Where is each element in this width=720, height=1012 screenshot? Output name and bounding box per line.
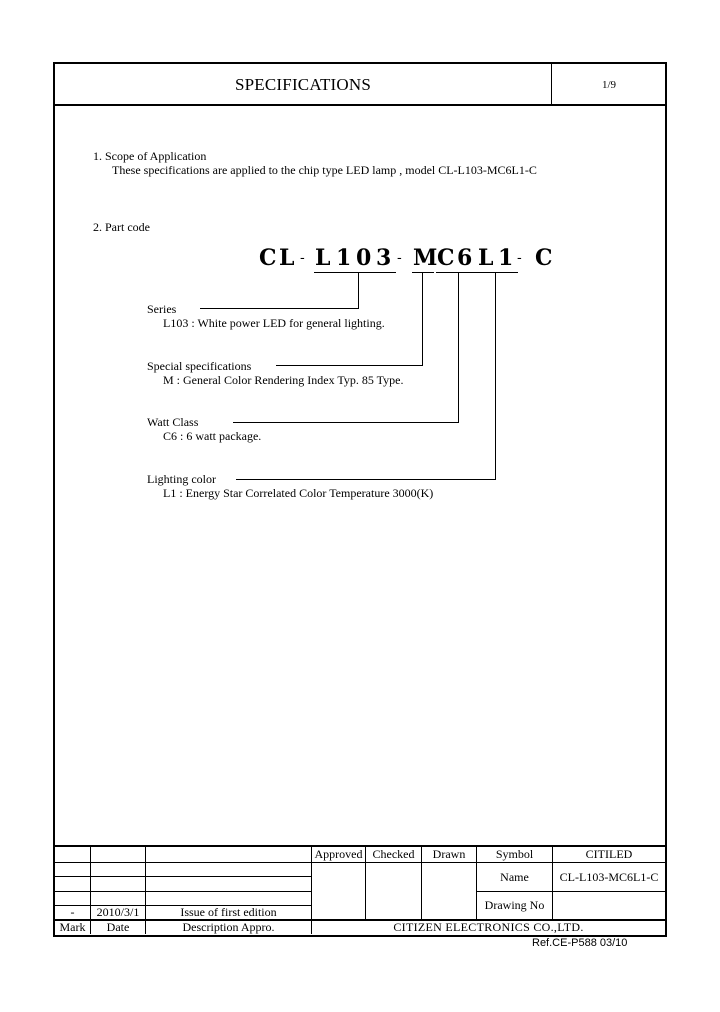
part-code-char: -	[397, 250, 402, 266]
revision-description: Issue of first edition	[180, 905, 277, 919]
revision-date: 2010/3/1	[96, 905, 140, 919]
field-desc-series: L103 : White power LED for general lighting.	[163, 316, 385, 330]
row-line	[55, 862, 311, 863]
revision-mark: -	[70, 905, 75, 919]
part-code	[0, 245, 720, 273]
field-desc-watt: C6 : 6 watt package.	[163, 429, 262, 443]
leader-color-horizontal	[236, 479, 496, 480]
part-code-char: L	[478, 245, 494, 271]
company-name: CITIZEN ELECTRONICS CO.,LTD.	[393, 920, 584, 934]
header-approved: Approved	[314, 847, 363, 861]
part-code-char: C	[535, 245, 553, 271]
row-line	[55, 876, 311, 877]
section-heading-part-code: 2. Part code	[93, 220, 150, 234]
leader-color-vertical	[495, 272, 496, 479]
row-line	[55, 891, 311, 892]
field-label-color: Lighting color	[147, 472, 216, 486]
field-label-series: Series	[147, 302, 177, 316]
name-label: Name	[500, 869, 529, 884]
part-code-char: C	[437, 245, 455, 271]
leader-watt-horizontal	[233, 422, 459, 423]
leader-series-horizontal	[200, 308, 359, 309]
leader-series-vertical	[358, 272, 359, 308]
leader-special-vertical	[422, 272, 423, 365]
leader-watt-vertical	[458, 272, 459, 422]
symbol-label: Symbol	[495, 847, 534, 861]
field-desc-special: M : General Color Rendering Index Typ. 85 Type.	[163, 373, 404, 387]
symbol-value: CITILED	[585, 847, 633, 861]
header-description: Description Appro.	[182, 920, 275, 934]
part-code-char: 3	[376, 245, 392, 271]
name-value: CL-L103-MC6L1-C	[559, 869, 659, 884]
header-drawn: Drawn	[432, 847, 466, 861]
field-desc-color: L1 : Energy Star Correlated Color Temperature 3000(K)	[163, 486, 434, 500]
part-code-char: L	[315, 245, 331, 271]
part-code-char: 1	[498, 245, 514, 271]
header-date: Date	[106, 920, 130, 934]
part-code-char: 6	[457, 245, 473, 271]
header-mark: Mark	[59, 920, 86, 934]
document-reference: Ref.CE-P588 03/10	[532, 937, 628, 949]
underline-series	[314, 272, 396, 273]
page-number: 1/9	[601, 78, 617, 91]
part-code-char: 1	[336, 245, 352, 271]
part-code-char: C	[259, 245, 277, 271]
drawing-no-value	[553, 892, 665, 919]
header-checked: Checked	[372, 847, 415, 861]
section-heading-scope: 1. Scope of Application	[93, 149, 207, 163]
part-code-char: -	[300, 250, 305, 266]
page-title: SPECIFICATIONS	[235, 74, 371, 94]
underline-color	[478, 272, 518, 273]
underline-special	[412, 272, 434, 273]
field-label-watt: Watt Class	[147, 415, 199, 429]
section-body-scope: These specifications are applied to the chip type LED lamp , model CL-L103-MC6L1-C	[112, 163, 537, 177]
part-code-char: M	[413, 245, 438, 271]
drawing-no-label: Drawing No	[484, 898, 545, 912]
leader-special-horizontal	[276, 365, 423, 366]
part-code-char: -	[517, 250, 522, 266]
part-code-char: 0	[356, 245, 372, 271]
field-label-special: Special specifications	[147, 359, 252, 373]
header-column-divider	[551, 62, 552, 105]
part-code-char: L	[279, 245, 295, 271]
